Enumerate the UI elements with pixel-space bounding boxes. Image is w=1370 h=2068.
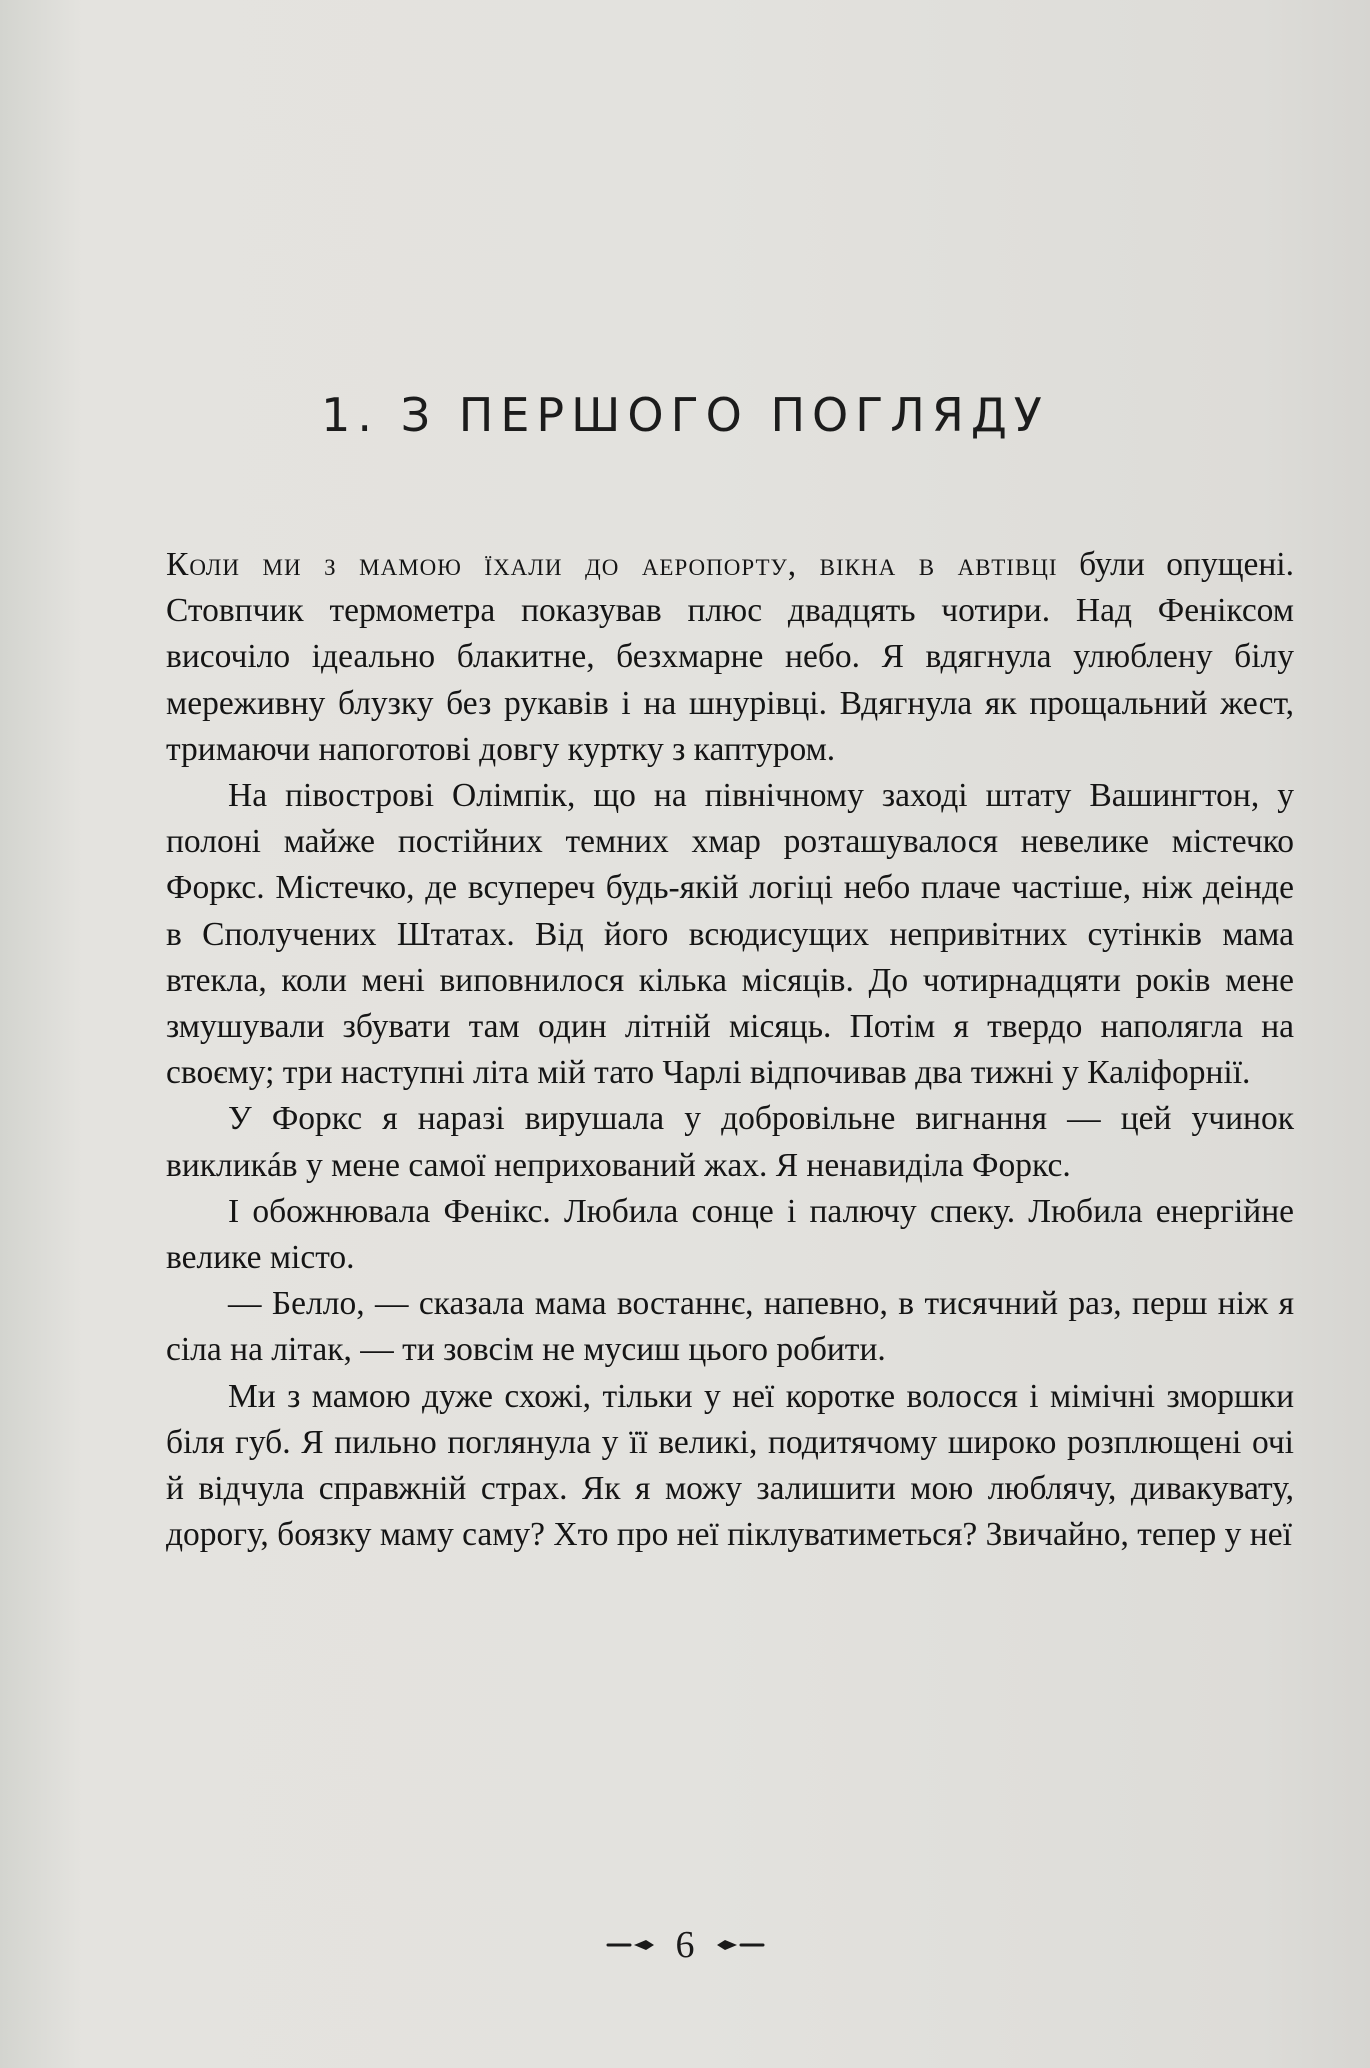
body-text xyxy=(166,542,1294,1558)
page-footer xyxy=(0,1920,1370,1967)
paragraph-5: — Белло, — сказала мама востаннє, напевно, в тисячний раз, перш ніж я сіла на літак, — ти зовсім не мусиш цього робити. xyxy=(166,1285,1294,1369)
chapter-title: 1. З ПЕРШОГО ПОГЛЯДУ xyxy=(321,388,1049,442)
left-ornament-icon xyxy=(606,1938,658,1952)
page-number: 6 xyxy=(675,1924,695,1967)
paragraph-4: І обожнювала Фенікс. Любила сонце і палючу спеку. Любила енергійне велике місто. xyxy=(166,1192,1294,1277)
paragraph-6: Ми з мамою дуже схожі, тільки у неї коротке волосся і мімічні зморшки біля губ. Я пильно поглянула у її великі, подитячому широко розплющені очі й відчула справжній страх. Як я можу залишити мою люблячу, дивакувату, дорогу, боязку маму саму? Хто про неї піклуватиметься? Звичайно, тепер у неї xyxy=(166,1377,1294,1554)
paragraph-lead-smallcaps: Коли ми з мамою їхали до аеропорту, вікна в автівці xyxy=(166,546,1058,583)
paragraph-1-text: були опущені. Стовпчик термометра показував плюс двадцять чотири. Над Феніксом височіло ідеально блакитне, безхмарне небо. Я вдягнула улюблену білу мереживну блузку без рукавів і на шнурівці. Вдягнула як прощальний жест, тримаючи напоготові довгу куртку з каптуром. xyxy=(166,546,1294,768)
right-ornament-icon xyxy=(713,1938,765,1952)
paragraph-2: На півострові Олімпік, що на північному заході штату Вашингтон, у полоні майже постійних темних хмар розташувалося невелике містечко Форкс. Містечко, де всупереч будь-якій логіці небо плаче частіше, ніж деінде в Сполучених Штатах. Від його всюдисущих непривітних сутінків мама втекла, коли мені виповнилося кілька місяців. До чотирнадцяти років мене змушували збувати там один літній місяць. Потім я твердо наполягла на своєму; три наступні літа мій тато Чарлі відпочивав два тижні у Каліфорнії. xyxy=(166,777,1294,1092)
paragraph-3: У Форкс я наразі вирушала у добровільне вигнання — цей учинок викликáв у мене самої неприхований жах. Я ненавиділа Форкс. xyxy=(166,1100,1294,1184)
paragraph-1 xyxy=(166,542,1294,773)
